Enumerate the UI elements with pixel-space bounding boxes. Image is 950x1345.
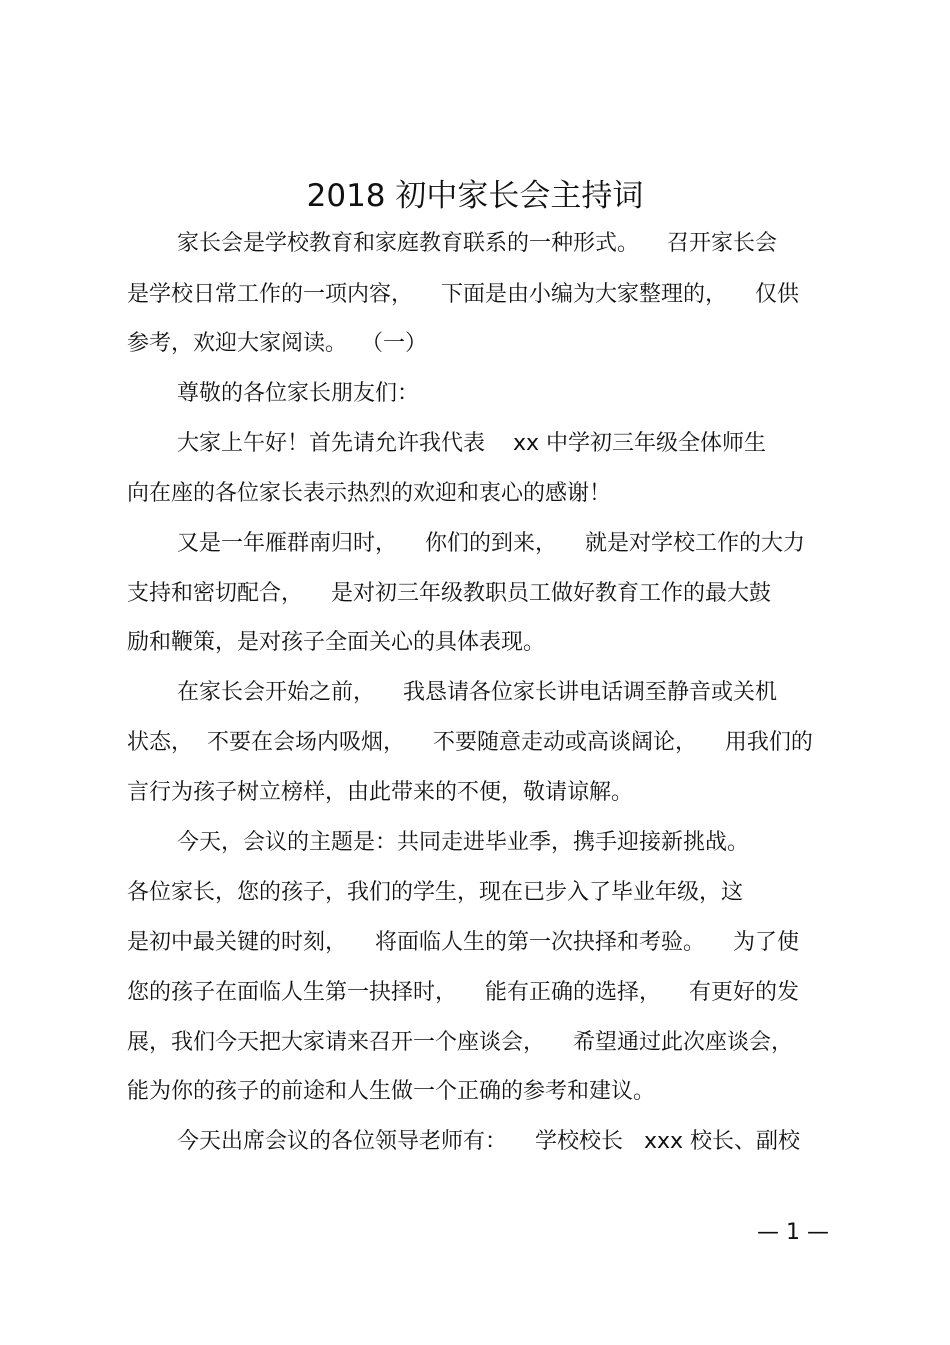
- text-line: 在家长会开始之前， 我恳请各位家长讲电话调至静音或关机: [177, 680, 777, 705]
- text-line: 支持和密切配合， 是对初三年级教职员工做好教育工作的最大鼓: [127, 581, 771, 606]
- page-number: — 1 —: [757, 1220, 829, 1245]
- text-line: 您的孩子在面临人生第一抉择时， 能有正确的选择， 有更好的发: [127, 980, 799, 1005]
- text-line: 今天出席会议的各位领导老师有： 学校校长 xxx 校长、副校: [177, 1129, 801, 1154]
- text-line: 尊敬的各位家长朋友们：: [177, 381, 420, 406]
- text-line: 各位家长，您的孩子，我们的学生，现在已步入了毕业年级，这: [127, 880, 744, 905]
- text-line: 励和鞭策，是对孩子全面关心的具体表现。: [127, 630, 546, 655]
- text-line: 言行为孩子树立榜样，由此带来的不便，敬请谅解。: [127, 780, 634, 805]
- text-line: 向在座的各位家长表示热烈的欢迎和衷心的感谢！: [127, 481, 612, 506]
- text-line: 大家上午好！首先请允许我代表 xx 中学初三年级全体师生: [177, 431, 767, 456]
- text-line: 能为你的孩子的前途和人生做一个正确的参考和建议。: [127, 1079, 656, 1104]
- page-title: 2018 初中家长会主持词: [306, 178, 644, 214]
- text-line: 家长会是学校教育和家庭教育联系的一种形式。 召开家长会: [177, 231, 777, 256]
- text-line: 今天，会议的主题是：共同走进毕业季，携手迎接新挑战。: [177, 830, 750, 855]
- text-line: 是初中最关键的时刻， 将面临人生的第一次抉择和考验。 为了使: [127, 930, 799, 955]
- text-line: 是学校日常工作的一项内容， 下面是由小编为大家整理的， 仅供: [127, 282, 799, 307]
- text-line: 又是一年雁群南归时， 你们的到来， 就是对学校工作的大力: [177, 531, 805, 556]
- text-line: 展，我们今天把大家请来召开一个座谈会， 希望通过此次座谈会，: [127, 1030, 793, 1055]
- text-line: 状态， 不要在会场内吸烟， 不要随意走动或高谈阔论， 用我们的: [127, 730, 813, 755]
- text-line: 参考，欢迎大家阅读。 （一）: [127, 331, 427, 356]
